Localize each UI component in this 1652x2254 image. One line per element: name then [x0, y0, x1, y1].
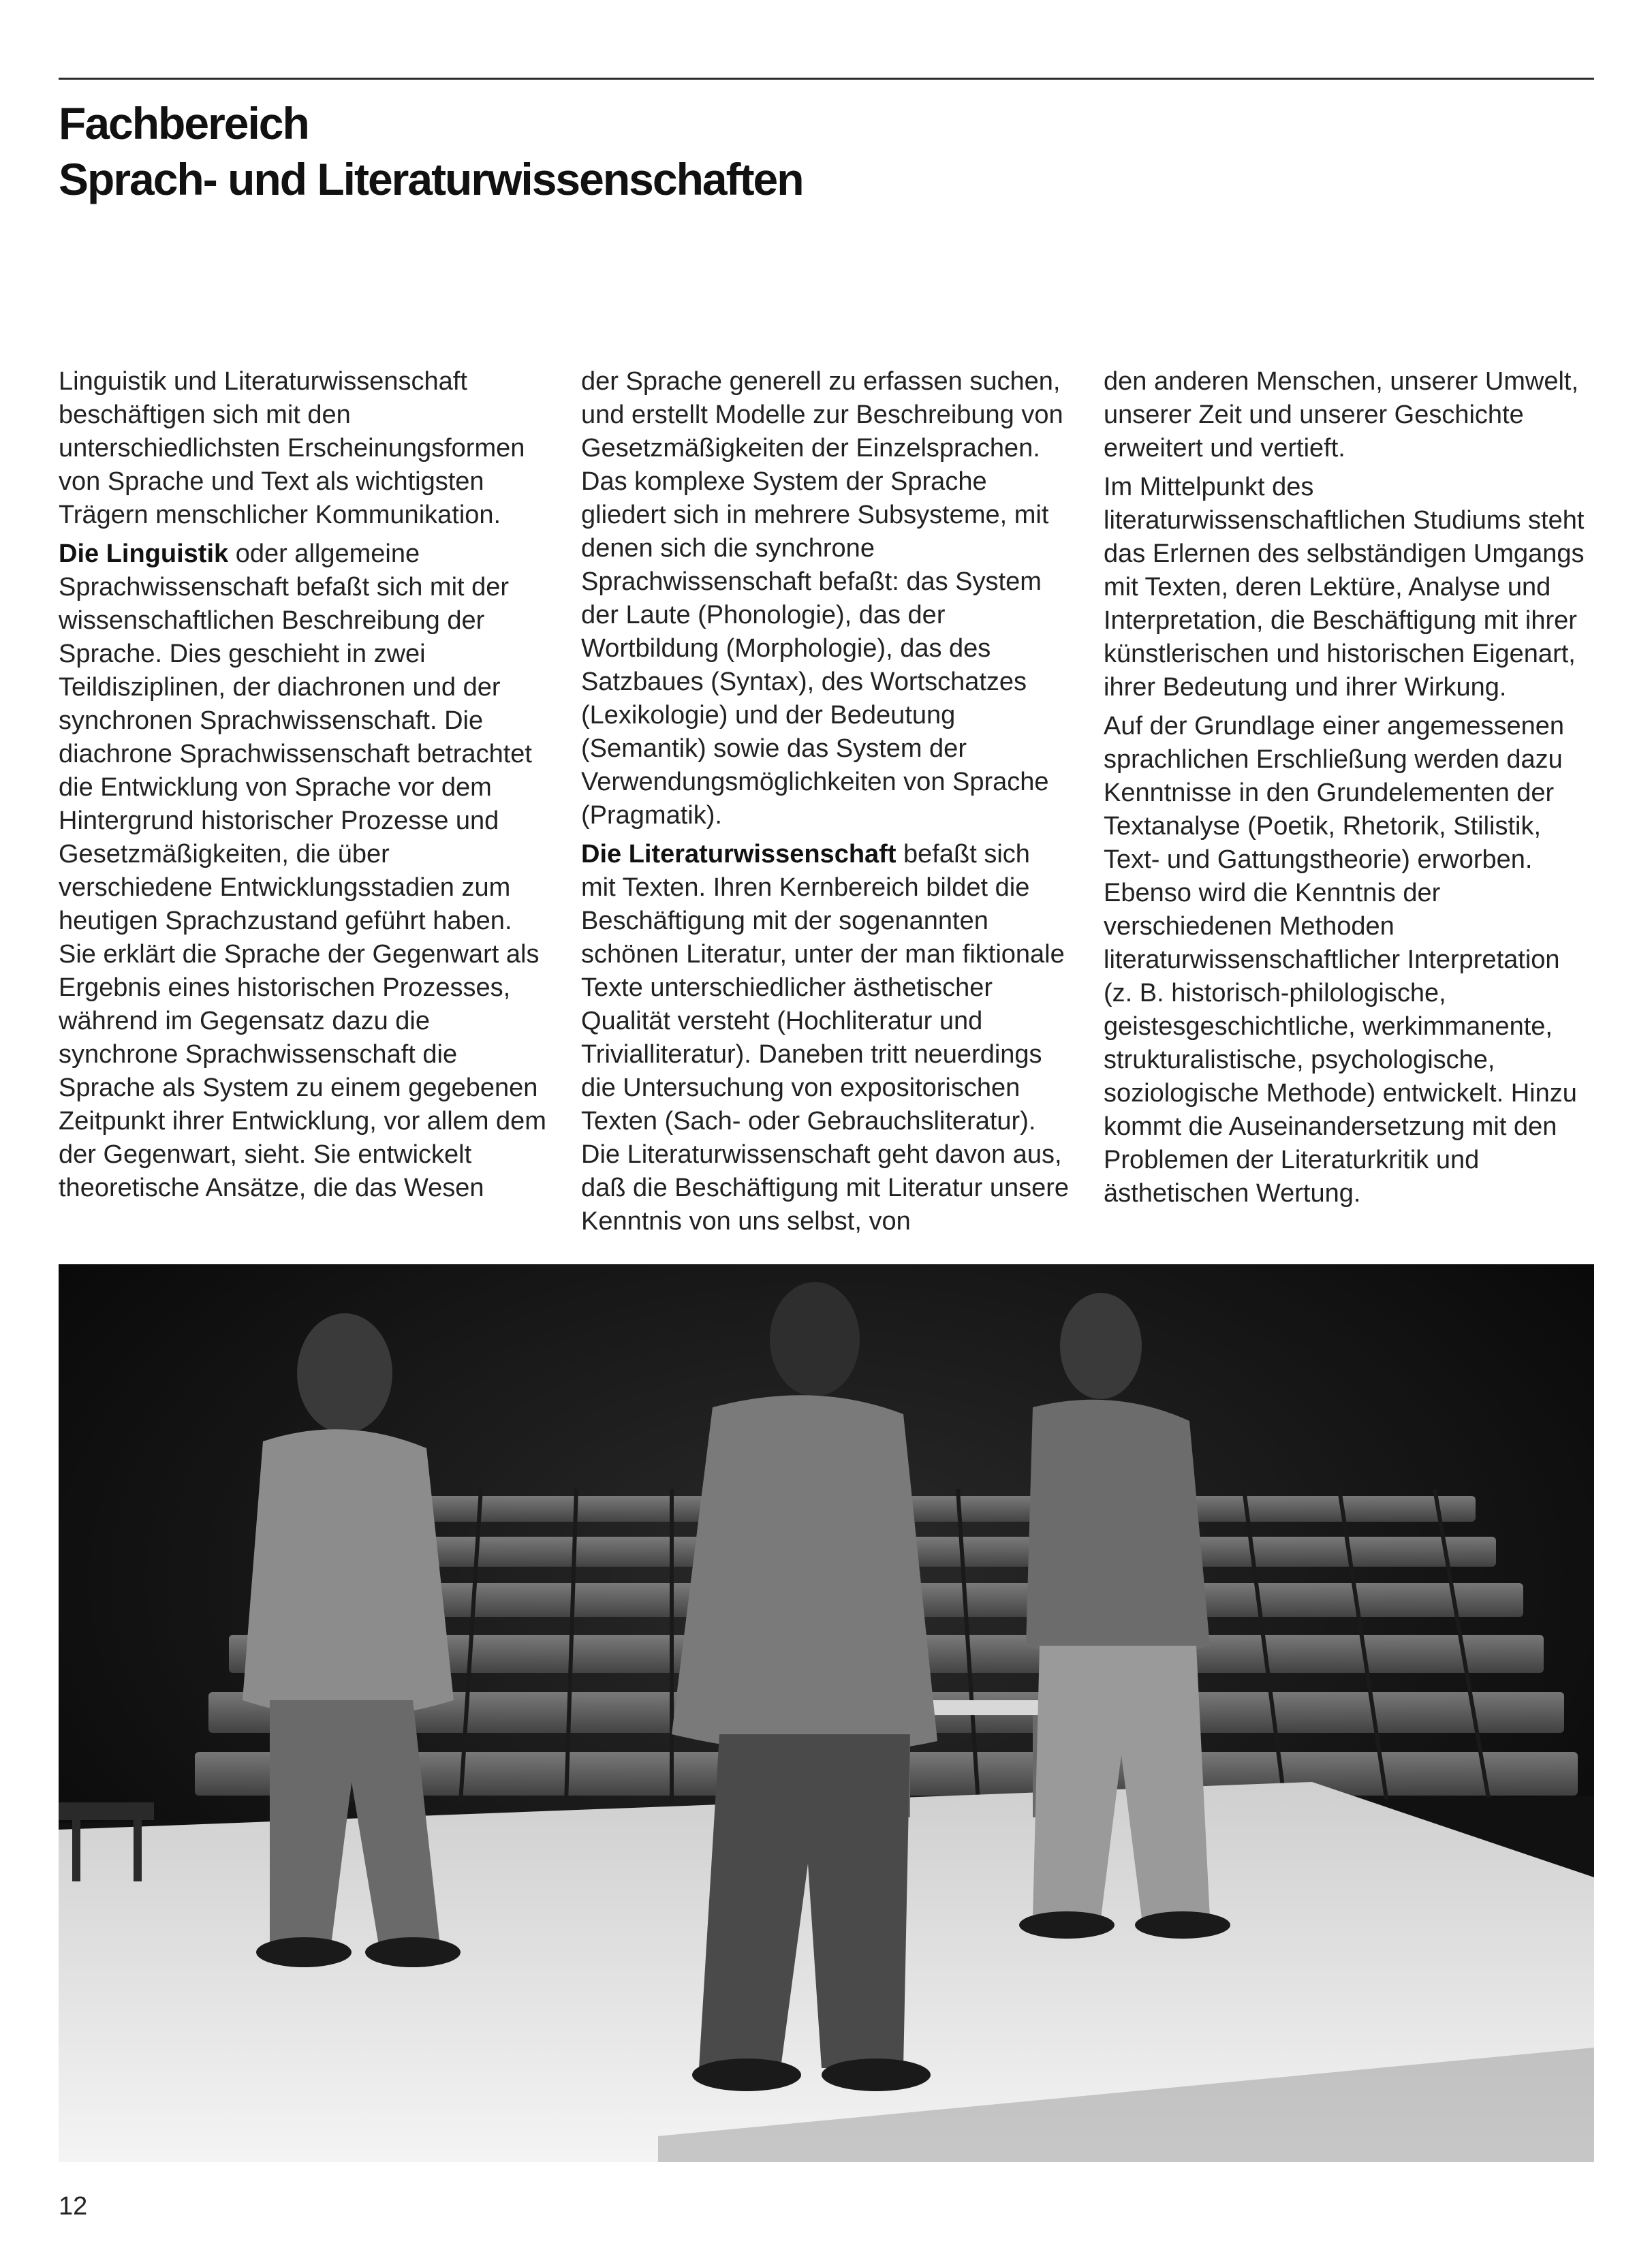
title-line-1: Fachbereich	[59, 98, 309, 148]
text-column-3	[1104, 365, 1594, 1216]
page-title	[59, 95, 803, 207]
paragraph	[581, 838, 1072, 1238]
stage-photo	[59, 1264, 1594, 2162]
paragraph: Im Mittelpunkt des literaturwissenschaftlichen Studiums steht das Erlernen des selbständigen Umgangs mit Texten, deren Lektüre, Analyse und Interpretation, die Beschäftigung mit ihrer künstlerischen und historischen Eigenart, ihrer Bedeutung und ihrer Wirkung.	[1104, 473, 1585, 702]
paragraph-text: befaßt sich mit Texten. Ihren Kernbereich bildet die Beschäftigung mit der sogenannten schönen Literatur, unter der man fiktionale Texte unterschiedlicher ästhetischer Qualität versteht (Hochliteratur und Trivialliteratur). Daneben tritt neuerdings die Untersuchung von expositorischen Texten (Sach- oder Gebrauchsliteratur). Die Literaturwissenschaft geht davon aus, daß die Beschäftigung mit Literatur unsere Kenntnis von uns selbst, von	[581, 840, 1070, 1236]
paragraph: der Sprache generell zu erfassen suchen, und erstellt Modelle zur Beschreibung von Gesetzmäßigkeiten der Einzelsprachen. Das komplexe System der Sprache gliedert sich in mehrere Subsysteme, mit denen sich die synchrone Sprachwissenschaft befaßt: das System der Laute (Phonologie), das der Wortbildung (Morphologie), das des Satzbaues (Syntax), des Wortschatzes (Lexikologie) und der Bedeutung (Semantik) sowie das System der Verwendungsmöglichkeiten von Sprache (Pragmatik).	[581, 367, 1063, 830]
paragraph-text: oder allgemeine Sprachwissenschaft befaßt sich mit der wissenschaftlichen Beschreibung der Sprache. Dies geschieht in zwei Teildisziplinen, der diachronen und der synchronen Sprachwissenschaft. Die diachrone Sprachwissenschaft betrachtet die Entwicklung von Sprache vor dem Hintergrund historischer Prozesse und Gesetzmäßigkeiten, die über verschiedene Entwicklungsstadien zum heutigen Sprachzustand geführt haben. Sie erklärt die Sprache der Gegenwart als Ergebnis eines historischen Prozesses, während im Gegensatz dazu die synchrone Sprachwissenschaft die Sprache als System zu einem gegebenen Zeitpunkt ihrer Entwicklung, vor allem dem der Gegenwart, sieht. Sie entwickelt theoretische Ansätze, die das Wesen	[59, 539, 546, 1202]
top-rule	[59, 78, 1594, 80]
stage-photo-illustration	[59, 1264, 1594, 2162]
page-number: 12	[59, 2192, 88, 2221]
paragraph: Linguistik und Literaturwissenschaft beschäftigen sich mit den unterschiedlichsten Erscheinungsformen von Sprache und Text als wichtigsten Trägern menschlicher Kommunikation.	[59, 367, 525, 529]
text-column-2	[581, 365, 1072, 1244]
paragraph: Auf der Grundlage einer angemessenen sprachlichen Erschließung werden dazu Kenntnisse in den Grundelementen der Textanalyse (Poetik, Rhetorik, Stilistik, Text- und Gattungstheorie) erworben. Ebenso wird die Kenntnis der verschiedenen Methoden literaturwissenschaftlicher Interpretation (z. B. historisch-philologische, geistesgeschichtliche, werkimmanente, strukturalistische, psychologische, soziologische Methode) entwickelt. Hinzu kommt die Auseinandersetzung mit den Problemen der Literaturkritik und ästhetischen Wertung.	[1104, 712, 1577, 1208]
title-line-2: Sprach- und Literaturwissenschaften	[59, 154, 803, 204]
section-term: Die Linguistik	[59, 539, 229, 568]
section-term: Die Literaturwissenschaft	[581, 840, 897, 868]
paragraph	[59, 537, 549, 1205]
text-column-1	[59, 365, 549, 1210]
paragraph: den anderen Menschen, unserer Umwelt, unserer Zeit und unserer Geschichte erweitert und vertieft.	[1104, 367, 1579, 463]
